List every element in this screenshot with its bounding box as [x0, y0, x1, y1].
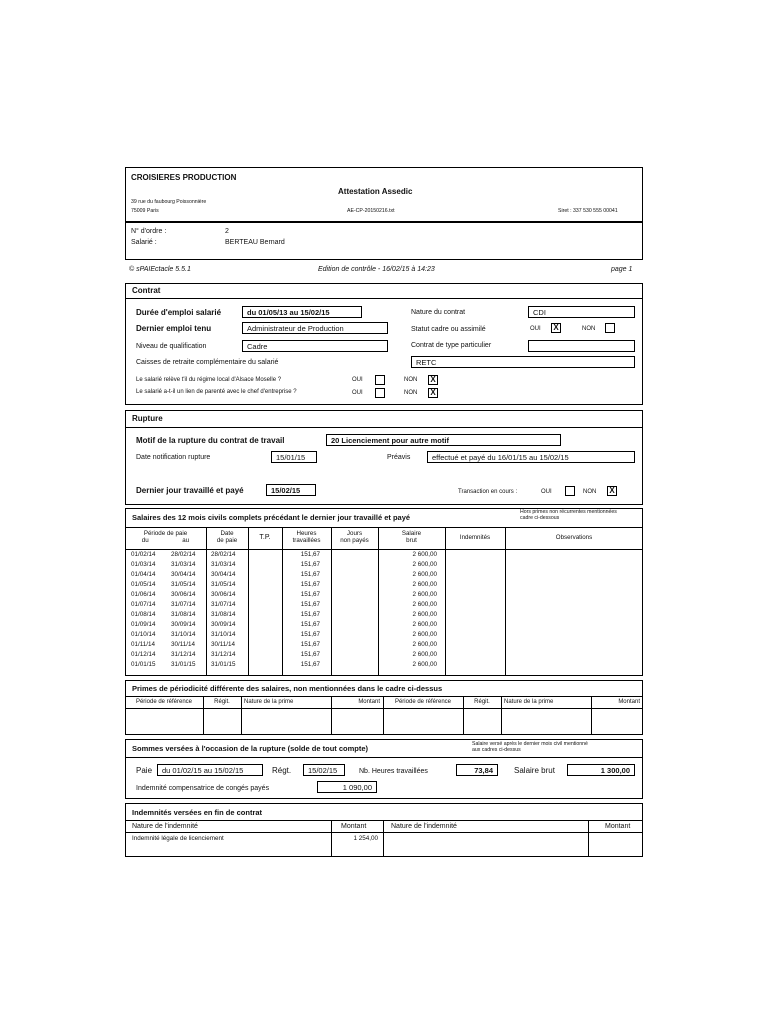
salary-row-pay-date: 30/11/14: [211, 641, 236, 648]
alsace-question: Le salarié relève t'il du régime local d'Alsace Moselle ?: [136, 377, 282, 383]
salary-row-period-end: 31/12/14: [171, 651, 196, 658]
primes-header-8: Montant: [618, 699, 640, 705]
salary-row-period-end: 31/10/14: [171, 631, 196, 638]
company-address-line1: 39 rue du faubourg Poissonnière: [131, 199, 207, 205]
salary-row-hours-worked: 151,67: [300, 581, 320, 588]
salary-row-hours-worked: 151,67: [300, 621, 320, 628]
salary-row-period-end: 30/06/14: [171, 591, 196, 598]
transaction-oui-label: OUI: [541, 489, 552, 495]
motif-label: Motif de la rupture du contrat de travail: [136, 436, 285, 445]
primes-divider: [501, 696, 502, 735]
salary-row-hours-worked: 151,67: [300, 611, 320, 618]
niveau-field: Cadre: [242, 340, 388, 352]
statut-non-checkbox: [605, 323, 615, 333]
salary-row-period-end: 31/08/14: [171, 611, 196, 618]
duree-label: Durée d'emploi salarié: [136, 308, 222, 317]
conges-label: Indemnité compensatrice de congés payés: [136, 785, 270, 792]
salary-row-hours-worked: 151,67: [300, 571, 320, 578]
dernier-emploi-field: Administrateur de Production: [242, 322, 388, 334]
primes-divider: [241, 696, 242, 735]
salary-row-hours-worked: 151,67: [300, 641, 320, 648]
salary-row-hours-worked: 151,67: [300, 551, 320, 558]
indemnites-title: Indemnités versées en fin de contrat: [132, 808, 263, 817]
col-jours-header: Jours non payés: [340, 530, 369, 544]
salary-row-hours-worked: 151,67: [300, 651, 320, 658]
sommes-note: Salaire versé après le dernier mois civil mentionné aux cadres ci-dessus: [472, 741, 588, 753]
salary-row-pay-date: 28/02/14: [211, 551, 236, 558]
statut-non-label: NON: [582, 326, 596, 332]
indemnite-montant-header: Montant: [341, 823, 367, 830]
salary-row-period-start: 01/09/14: [131, 621, 156, 628]
motif-field: 20 Licenciement pour autre motif: [326, 434, 561, 446]
paie-label: Paie: [136, 766, 153, 775]
salary-row-period-start: 01/08/14: [131, 611, 156, 618]
alsace-oui-checkbox: [375, 375, 385, 385]
primes-title: Primes de périodicité différente des salaires, non mentionnées dans le cadre ci-dessus: [132, 684, 443, 693]
primes-header-6: Régit.: [474, 699, 490, 705]
statut-cadre-label: Statut cadre ou assimilé: [411, 326, 486, 333]
salary-row-period-end: 31/03/14: [171, 561, 196, 568]
preavis-label: Préavis: [387, 454, 411, 461]
salarie-label: Salarié :: [131, 239, 157, 246]
statut-oui-label: OUI: [530, 326, 541, 332]
transaction-label: Transaction en cours :: [458, 489, 518, 495]
salary-row-period-end: 30/09/14: [171, 621, 196, 628]
contrat-title: Contrat: [132, 286, 161, 295]
duree-field: du 01/05/13 au 15/02/15: [242, 306, 362, 318]
employee-box: [125, 222, 643, 260]
salary-row-gross-salary: 2 600,00: [412, 641, 437, 648]
salary-row-period-start: 01/01/15: [131, 661, 156, 668]
type-particulier-field: [528, 340, 635, 352]
indemnite-nature-header: Nature de l'indemnité: [132, 823, 198, 830]
salary-row-pay-date: 30/04/14: [211, 571, 236, 578]
salary-row-pay-date: 31/07/14: [211, 601, 236, 608]
salary-row-hours-worked: 151,67: [300, 601, 320, 608]
salary-row-period-end: 31/07/14: [171, 601, 196, 608]
salary-row-hours-worked: 151,67: [300, 661, 320, 668]
salary-row-period-end: 30/04/14: [171, 571, 196, 578]
salarie-value: BERTEAU Bernard: [225, 239, 285, 246]
primes-divider: [331, 696, 332, 735]
heures-travaillees-field: 73,84: [456, 764, 498, 776]
salary-row-pay-date: 31/12/14: [211, 651, 236, 658]
primes-divider: [591, 696, 592, 735]
salary-row-period-start: 01/07/14: [131, 601, 156, 608]
indemnite-nature: Indemnité légale de licenciement: [132, 835, 224, 842]
salary-row-period-end: 28/02/14: [171, 551, 196, 558]
parente-oui-label: OUI: [352, 390, 363, 396]
order-value: 2: [225, 228, 229, 235]
salary-row-gross-salary: 2 600,00: [412, 601, 437, 608]
parente-non-label: NON: [404, 390, 418, 396]
sommes-title: Sommes versées à l'occasion de la rupture (solde de tout compte): [132, 744, 369, 753]
document-reference: AE-CP-20150216.txt: [347, 208, 395, 214]
salary-row-pay-date: 31/01/15: [211, 661, 236, 668]
caisses-label: Caisses de retraite complémentaire du salarié: [136, 359, 279, 366]
salary-row-pay-date: 30/06/14: [211, 591, 236, 598]
alsace-non-label: NON: [404, 377, 418, 383]
col-observations-header: Observations: [555, 534, 593, 541]
rupture-title: Rupture: [132, 414, 163, 423]
salaires-title: Salaires des 12 mois civils complets précédant le dernier jour travaillé et payé: [132, 513, 411, 522]
date-notification-label: Date notification rupture: [136, 454, 211, 461]
salary-row-period-start: 01/12/14: [131, 651, 156, 658]
salary-row-gross-salary: 2 600,00: [412, 581, 437, 588]
preavis-field: effectué et payé du 16/01/15 au 15/02/15: [427, 451, 635, 463]
salary-row-period-start: 01/11/14: [131, 641, 156, 648]
primes-header-7: Nature de la prime: [504, 699, 554, 705]
col-date-header: Date de paie: [216, 530, 238, 544]
heures-travaillees-label: Nb. Heures travaillées: [359, 768, 428, 775]
salaire-brut-label: Salaire brut: [514, 766, 555, 775]
salary-row-gross-salary: 2 600,00: [412, 571, 437, 578]
primes-header-3: Nature de la prime: [244, 699, 294, 705]
salary-row-gross-salary: 2 600,00: [412, 561, 437, 568]
primes-header-5: Période de référence: [394, 699, 452, 705]
transaction-non-label: NON: [583, 489, 597, 495]
salary-row-period-start: 01/10/14: [131, 631, 156, 638]
conges-field: 1 090,00: [317, 781, 377, 793]
col-indemnites-header: Indemnités: [459, 534, 491, 541]
salaires-note: Hors primes non récurrentes mentionnées cadre ci-dessous: [520, 509, 617, 521]
parente-oui-checkbox: [375, 388, 385, 398]
salary-row-period-start: 01/02/14: [131, 551, 156, 558]
dernier-jour-label: Dernier jour travaillé et payé: [136, 486, 244, 495]
parente-question: Le salarié a-t-il un lien de parenté avec le chef d'entreprise ?: [136, 389, 297, 395]
primes-header-1: Période de référence: [135, 699, 193, 705]
date-notification-field: 15/01/15: [271, 451, 317, 463]
alsace-oui-label: OUI: [352, 377, 363, 383]
dernier-jour-field: 15/02/15: [266, 484, 316, 496]
nature-contrat-field: CDI: [528, 306, 635, 318]
parente-non-checkbox: X: [428, 388, 438, 398]
order-label: N° d'ordre :: [131, 228, 167, 235]
indemnite-montant-header-2: Montant: [605, 823, 631, 830]
dernier-emploi-label: Dernier emploi tenu: [136, 324, 212, 333]
edition-date: Edition de contrôle - 16/02/15 à 14:23: [318, 266, 435, 273]
caisses-field: RETC: [411, 356, 635, 368]
regt-field: 15/02/15: [303, 764, 345, 776]
page-number: page 1: [611, 266, 633, 273]
indemnite-montant: 1 254,00: [353, 835, 378, 842]
company-address-line2: 75009 Paris: [131, 208, 159, 214]
salary-row-hours-worked: 151,67: [300, 631, 320, 638]
salary-row-gross-salary: 2 600,00: [412, 621, 437, 628]
document-title: Attestation Assedic: [338, 187, 413, 196]
col-salaire-header: Salaire brut: [401, 530, 422, 544]
col-heures-header: Heures travaillées: [292, 530, 321, 544]
salary-row-pay-date: 30/09/14: [211, 621, 236, 628]
salary-row-hours-worked: 151,67: [300, 561, 320, 568]
salary-row-gross-salary: 2 600,00: [412, 631, 437, 638]
salary-row-period-end: 31/05/14: [171, 581, 196, 588]
nature-contrat-label: Nature du contrat: [411, 309, 466, 316]
company-siret: Siret : 337 530 555 00041: [558, 208, 618, 214]
salary-row-hours-worked: 151,67: [300, 591, 320, 598]
regt-label: Régt.: [272, 766, 292, 775]
primes-header-4: Montant: [358, 699, 380, 705]
salary-row-pay-date: 31/10/14: [211, 631, 236, 638]
primes-divider: [203, 696, 204, 735]
primes-divider: [383, 696, 384, 735]
salary-row-gross-salary: 2 600,00: [412, 651, 437, 658]
niveau-label: Niveau de qualification: [136, 343, 207, 350]
salaire-brut-field: 1 300,00: [567, 764, 635, 776]
transaction-oui-checkbox: [565, 486, 575, 496]
col-periode-header: Période de paie du au: [141, 530, 190, 544]
alsace-non-checkbox: X: [428, 375, 438, 385]
salary-row-gross-salary: 2 600,00: [412, 661, 437, 668]
software-version: © sPAIEctacle 5.5.1: [129, 266, 191, 273]
company-name: CROISIERES PRODUCTION: [131, 173, 237, 182]
salary-row-gross-salary: 2 600,00: [412, 591, 437, 598]
salary-row-period-end: 31/01/15: [171, 661, 196, 668]
statut-oui-checkbox: X: [551, 323, 561, 333]
salary-row-gross-salary: 2 600,00: [412, 551, 437, 558]
salary-row-pay-date: 31/05/14: [211, 581, 236, 588]
salary-row-period-start: 01/06/14: [131, 591, 156, 598]
salary-row-pay-date: 31/03/14: [211, 561, 236, 568]
primes-divider: [463, 696, 464, 735]
primes-header-2: Régit.: [214, 699, 230, 705]
salary-row-period-start: 01/03/14: [131, 561, 156, 568]
indemnite-nature-header-2: Nature de l'indemnité: [391, 823, 457, 830]
salary-row-period-end: 30/11/14: [171, 641, 196, 648]
col-tp-header: T.P.: [259, 534, 271, 541]
type-particulier-label: Contrat de type particulier: [411, 342, 492, 349]
salary-row-period-start: 01/05/14: [131, 581, 156, 588]
salary-row-pay-date: 31/08/14: [211, 611, 236, 618]
salary-row-gross-salary: 2 600,00: [412, 611, 437, 618]
salary-row-period-start: 01/04/14: [131, 571, 156, 578]
transaction-non-checkbox: X: [607, 486, 617, 496]
paie-field: du 01/02/15 au 15/02/15: [157, 764, 263, 776]
